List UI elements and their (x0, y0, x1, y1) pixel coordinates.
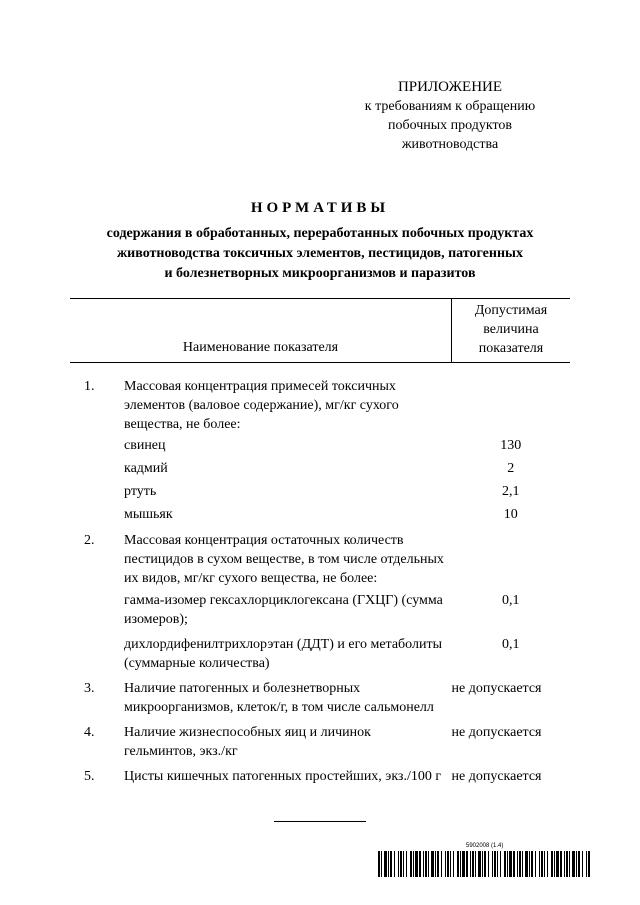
header-indicator-name: Наименование показателя (70, 299, 452, 363)
document-subtitle (70, 224, 570, 284)
row-number: 5. (84, 769, 95, 784)
row-number: 3. (84, 681, 95, 696)
table-row (70, 503, 570, 526)
row-number (70, 434, 124, 457)
subtitle-line-2: животноводства токсичных элементов, пестицидов, патогенных (117, 246, 523, 261)
table-row (70, 676, 570, 720)
row-value (452, 363, 571, 435)
row-value: 0,1 (502, 637, 520, 652)
barcode-number: 5902008 (1.4) (466, 843, 504, 849)
subtitle-line-3: и болезнетворных микроорганизмов и паразитов (164, 266, 476, 281)
row-number (70, 632, 124, 676)
table-row (70, 588, 570, 632)
row-number (70, 503, 124, 526)
row-text: ртуть (124, 484, 157, 499)
row-value: 2 (507, 461, 515, 476)
document-title: НОРМАТИВЫ (250, 200, 390, 216)
appendix-header (300, 78, 600, 154)
row-text: Наличие патогенных и болезнетворных микроорганизмов, клеток/г, в том числе сальмонелл (124, 681, 434, 715)
row-number: 1. (84, 379, 95, 394)
row-text: Наличие жизнеспособных яиц и личинок гельминтов, экз./кг (124, 725, 371, 759)
row-text: Цисты кишечных патогенных простейших, экз./100 г (124, 769, 442, 784)
row-text: Массовая концентрация остаточных количеств пестицидов в сухом веществе, в том числе отдельных их видов, мг/кг сухого вещества, не более: (124, 533, 444, 586)
row-number (70, 588, 124, 632)
table-row (70, 480, 570, 503)
header-allowed-value: Допустимая величина показателя (452, 299, 571, 363)
table-row (70, 720, 570, 764)
table-row (70, 764, 570, 789)
table-row (70, 457, 570, 480)
table-header-row (70, 299, 570, 363)
appendix-line-2: побочных продуктов (387, 118, 513, 133)
norms-table (70, 298, 570, 789)
row-text: свинец (124, 438, 166, 453)
barcode-icon (378, 851, 590, 877)
row-text: кадмий (124, 461, 168, 476)
table-row (70, 363, 570, 435)
row-value: 10 (503, 507, 518, 522)
subtitle-line-1: содержания в обработанных, переработанных побочных продуктах (106, 226, 534, 241)
row-number: 2. (84, 533, 95, 548)
closing-divider (274, 821, 366, 822)
row-value (452, 526, 571, 588)
row-text: гамма-изомер гексахлорциклогексана (ГХЦГ) (сумма изомеров); (124, 593, 443, 627)
table-row (70, 526, 570, 588)
appendix-title: ПРИЛОЖЕНИЕ (397, 79, 503, 95)
row-number (70, 457, 124, 480)
row-number: 4. (84, 725, 95, 740)
row-value: не допускается (451, 769, 542, 784)
row-text: Массовая концентрация примесей токсичных элементов (валовое содержание), мг/кг сухого вещества, не более: (124, 379, 399, 432)
row-text: мышьяк (124, 507, 173, 522)
appendix-line-3: животноводства (401, 137, 499, 152)
appendix-line-1: к требованиям к обращению (364, 99, 536, 114)
table-row (70, 434, 570, 457)
row-value: 130 (500, 438, 522, 453)
row-text: дихлордифенилтрихлорэтан (ДДТ) и его метаболиты (суммарные количества) (124, 637, 443, 671)
table-row (70, 632, 570, 676)
row-value: не допускается (451, 681, 542, 696)
row-value: не допускается (451, 725, 542, 740)
row-value: 2,1 (502, 484, 520, 499)
row-value: 0,1 (502, 593, 520, 608)
row-number (70, 480, 124, 503)
